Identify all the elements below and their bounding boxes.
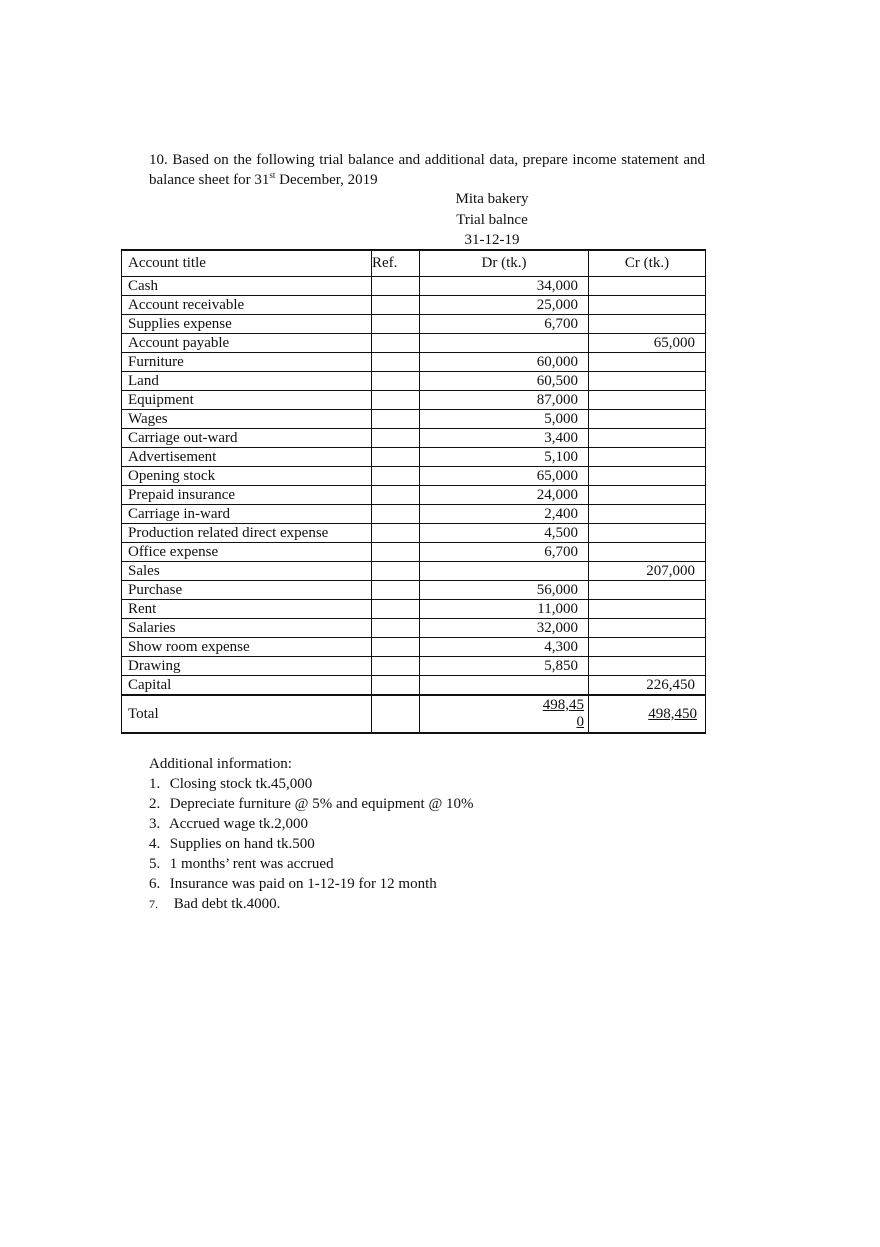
- total-label: Total: [122, 695, 372, 733]
- credit-cell: [589, 600, 706, 619]
- credit-cell: [589, 353, 706, 372]
- credit-cell: [589, 638, 706, 657]
- total-credit-value: 498,450: [648, 706, 697, 722]
- debit-cell: [420, 562, 589, 581]
- account-title-cell: Office expense: [122, 543, 372, 562]
- table-row: [122, 638, 706, 657]
- table-row: [122, 657, 706, 676]
- list-item-number: 6.: [149, 876, 161, 892]
- list-item-text: Bad debt tk.4000.: [173, 896, 281, 912]
- debit-cell: 34,000: [420, 277, 589, 296]
- ref-cell: [372, 296, 420, 315]
- company-name: Mita bakery: [455, 191, 529, 207]
- account-title-cell: Furniture: [122, 353, 372, 372]
- trial-balance-table: [121, 249, 706, 734]
- ref-cell: [372, 486, 420, 505]
- additional-information-title: Additional information:: [149, 756, 292, 772]
- account-title-cell: Cash: [122, 277, 372, 296]
- table-row: [122, 505, 706, 524]
- ref-cell: [372, 334, 420, 353]
- table-row: [122, 524, 706, 543]
- table-row: [122, 353, 706, 372]
- table-row: [122, 277, 706, 296]
- ref-cell: [372, 619, 420, 638]
- ref-cell: [372, 657, 420, 676]
- credit-cell: [589, 467, 706, 486]
- ref-cell: [372, 543, 420, 562]
- ref-cell: [372, 391, 420, 410]
- ref-cell: [372, 448, 420, 467]
- statement-title: Trial balnce: [456, 212, 528, 228]
- table-row: [122, 315, 706, 334]
- debit-cell: 60,000: [420, 353, 589, 372]
- table-row: [122, 391, 706, 410]
- list-item: [149, 834, 649, 854]
- credit-cell: [589, 657, 706, 676]
- credit-cell: [589, 391, 706, 410]
- account-title-cell: Show room expense: [122, 638, 372, 657]
- list-item: [149, 854, 649, 874]
- ref-cell: [372, 505, 420, 524]
- debit-cell: [420, 334, 589, 353]
- column-header-debit: Dr (tk.): [420, 250, 589, 277]
- list-item: [149, 894, 649, 914]
- table-row: [122, 448, 706, 467]
- list-item-text: Supplies on hand tk.500: [169, 836, 315, 852]
- ref-cell: [372, 676, 420, 696]
- debit-cell: 3,400: [420, 429, 589, 448]
- debit-cell: 6,700: [420, 543, 589, 562]
- ref-cell: [372, 581, 420, 600]
- debit-cell: 6,700: [420, 315, 589, 334]
- total-row: [122, 695, 706, 733]
- debit-cell: 65,000: [420, 467, 589, 486]
- total-debit-line2: 0: [576, 714, 584, 730]
- credit-cell: [589, 448, 706, 467]
- total-credit-cell: [589, 695, 706, 733]
- ref-cell: [372, 524, 420, 543]
- account-title-cell: Purchase: [122, 581, 372, 600]
- question-text: [149, 150, 705, 190]
- debit-cell: [420, 676, 589, 696]
- table-row: [122, 486, 706, 505]
- table-row: [122, 467, 706, 486]
- account-title-cell: Opening stock: [122, 467, 372, 486]
- account-title-cell: Carriage in-ward: [122, 505, 372, 524]
- column-header-credit: Cr (tk.): [589, 250, 706, 277]
- list-item-text: 1 months’ rent was accrued: [169, 856, 334, 872]
- ref-cell: [372, 372, 420, 391]
- account-title-cell: Sales: [122, 562, 372, 581]
- debit-cell: 4,300: [420, 638, 589, 657]
- credit-cell: 226,450: [589, 676, 706, 696]
- list-item-text: Insurance was paid on 1-12-19 for 12 month: [169, 876, 437, 892]
- ref-cell: [372, 353, 420, 372]
- total-debit-line1: 498,45: [542, 697, 584, 713]
- account-title-cell: Land: [122, 372, 372, 391]
- credit-cell: 65,000: [589, 334, 706, 353]
- ref-cell: [372, 315, 420, 334]
- ref-cell: [372, 410, 420, 429]
- debit-cell: 32,000: [420, 619, 589, 638]
- debit-cell: 60,500: [420, 372, 589, 391]
- ref-cell: [372, 600, 420, 619]
- table-row: [122, 676, 706, 696]
- table-row: [122, 543, 706, 562]
- list-item: [149, 814, 649, 834]
- credit-cell: [589, 315, 706, 334]
- list-item-text: Accrued wage tk.2,000: [168, 816, 309, 832]
- list-item-text: Closing stock tk.45,000: [169, 776, 313, 792]
- account-title-cell: Prepaid insurance: [122, 486, 372, 505]
- account-title-cell: Drawing: [122, 657, 372, 676]
- debit-cell: 4,500: [420, 524, 589, 543]
- total-debit-cell: [420, 695, 589, 733]
- debit-cell: 11,000: [420, 600, 589, 619]
- ref-cell: [372, 562, 420, 581]
- account-title-cell: Supplies expense: [122, 315, 372, 334]
- additional-information: [149, 754, 649, 914]
- table-row: [122, 600, 706, 619]
- table-row: [122, 296, 706, 315]
- account-title-cell: Wages: [122, 410, 372, 429]
- statement-date: 31-12-19: [464, 232, 520, 248]
- credit-cell: [589, 486, 706, 505]
- list-item-number: 2.: [149, 796, 161, 812]
- debit-cell: 87,000: [420, 391, 589, 410]
- ref-cell: [372, 277, 420, 296]
- credit-cell: [589, 543, 706, 562]
- table-row: [122, 334, 706, 353]
- ref-cell: [372, 467, 420, 486]
- account-title-cell: Production related direct expense: [122, 524, 372, 543]
- table-row: [122, 581, 706, 600]
- list-item: [149, 794, 649, 814]
- list-item: [149, 874, 649, 894]
- account-title-cell: Account payable: [122, 334, 372, 353]
- account-title-cell: Capital: [122, 676, 372, 696]
- credit-cell: 207,000: [589, 562, 706, 581]
- list-item-number: 1.: [149, 776, 161, 792]
- ref-cell: [372, 429, 420, 448]
- credit-cell: [589, 372, 706, 391]
- question-text-main: 10. Based on the following trial balance and additional data, prepare income statement and balance sheet for 31: [149, 152, 705, 188]
- table-row: [122, 562, 706, 581]
- account-title-cell: Account receivable: [122, 296, 372, 315]
- account-title-cell: Advertisement: [122, 448, 372, 467]
- list-item: [149, 774, 649, 794]
- ref-cell: [372, 638, 420, 657]
- credit-cell: [589, 429, 706, 448]
- list-item-number: 7.: [149, 897, 158, 911]
- credit-cell: [589, 581, 706, 600]
- account-title-cell: Equipment: [122, 391, 372, 410]
- list-item-number: 3.: [149, 816, 161, 832]
- ref-cell: [372, 695, 420, 733]
- column-header-account-title: Account title: [122, 250, 372, 277]
- account-title-cell: Salaries: [122, 619, 372, 638]
- credit-cell: [589, 619, 706, 638]
- table-header-row: [122, 250, 706, 277]
- credit-cell: [589, 296, 706, 315]
- list-item-number: 5.: [149, 856, 161, 872]
- debit-cell: 5,850: [420, 657, 589, 676]
- credit-cell: [589, 505, 706, 524]
- list-item-number: 4.: [149, 836, 161, 852]
- question-date-superscript: st: [269, 170, 276, 180]
- additional-information-list: [149, 774, 649, 914]
- credit-cell: [589, 410, 706, 429]
- debit-cell: 56,000: [420, 581, 589, 600]
- table-row: [122, 429, 706, 448]
- account-title-cell: Rent: [122, 600, 372, 619]
- table-row: [122, 410, 706, 429]
- debit-cell: 5,100: [420, 448, 589, 467]
- question-text-end: December, 2019: [275, 172, 378, 188]
- table-row: [122, 619, 706, 638]
- table-row: [122, 372, 706, 391]
- debit-cell: 24,000: [420, 486, 589, 505]
- credit-cell: [589, 524, 706, 543]
- list-item-text: Depreciate furniture @ 5% and equipment @ 10%: [169, 796, 474, 812]
- account-title-cell: Carriage out-ward: [122, 429, 372, 448]
- debit-cell: 25,000: [420, 296, 589, 315]
- column-header-ref: Ref.: [372, 250, 420, 277]
- debit-cell: 5,000: [420, 410, 589, 429]
- debit-cell: 2,400: [420, 505, 589, 524]
- credit-cell: [589, 277, 706, 296]
